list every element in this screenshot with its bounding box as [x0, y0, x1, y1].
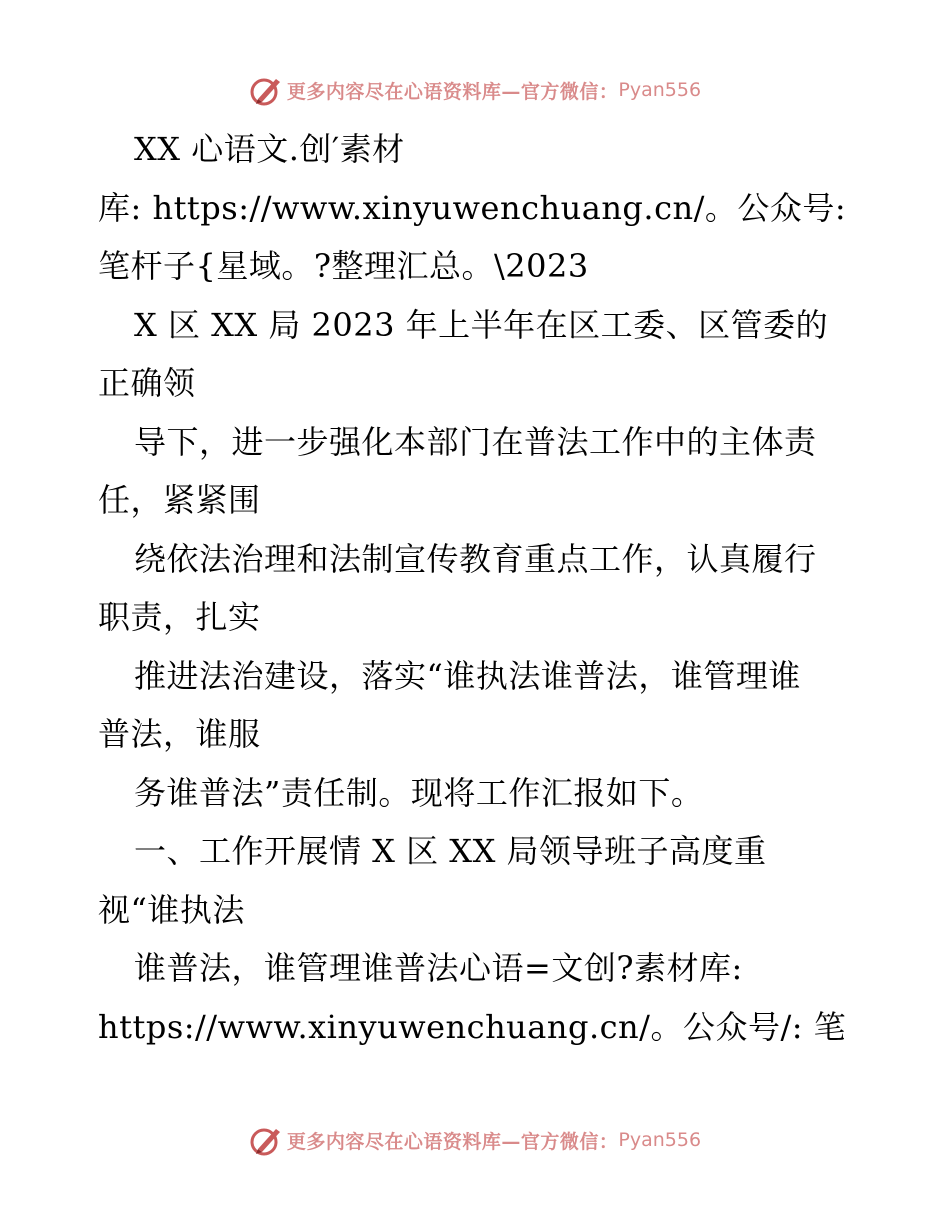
text-line: 谁普法，谁管理谁普法心语=文创?素材库:	[134, 949, 743, 987]
banner-contact: Pyan556	[618, 79, 702, 101]
footer-banner	[0, 1120, 950, 1160]
header-banner	[0, 70, 950, 110]
text-line: 绕依法治理和法制宣传教育重点工作，认真履行	[134, 539, 817, 578]
text-line: 普法，谁服	[98, 715, 261, 753]
text-line: 导下，进一步强化本部门在普法工作中的主体责	[134, 422, 817, 461]
text-line: X 区 XX 局 2023 年上半年在区工委、区管委的	[134, 305, 829, 344]
text-line: 职责，扎实	[98, 598, 261, 636]
text-line: https://www.xinyuwenchuang.cn/。公众号/: 笔	[98, 1007, 847, 1046]
text-line: XX 心语文.创′素材	[134, 130, 405, 168]
banner-text: 更多内容尽在心语资料库—官方微信：	[286, 80, 619, 103]
document-body	[98, 120, 858, 1056]
pen-logo-icon	[249, 73, 283, 107]
text-line: 务谁普法”责任制。现将工作汇报如下。	[134, 773, 704, 812]
pen-logo-icon	[249, 1123, 283, 1157]
banner-text: 更多内容尽在心语资料库—官方微信：	[286, 1130, 619, 1153]
text-line: 视“谁执法	[98, 890, 245, 929]
text-line: 任，紧紧围	[98, 481, 261, 519]
text-line: 推进法治建设，落实“谁执法谁普法，谁管理谁	[134, 656, 801, 695]
text-line: 笔杆子{星域。?整理汇总。\2023	[98, 247, 589, 285]
text-line: 一、工作开展情 X 区 XX 局领导班子高度重	[134, 832, 767, 870]
text-line: 库: https://www.xinyuwenchuang.cn/。公众号:	[98, 188, 847, 227]
text-line: 正确领	[98, 364, 196, 402]
banner-contact: Pyan556	[618, 1129, 702, 1151]
